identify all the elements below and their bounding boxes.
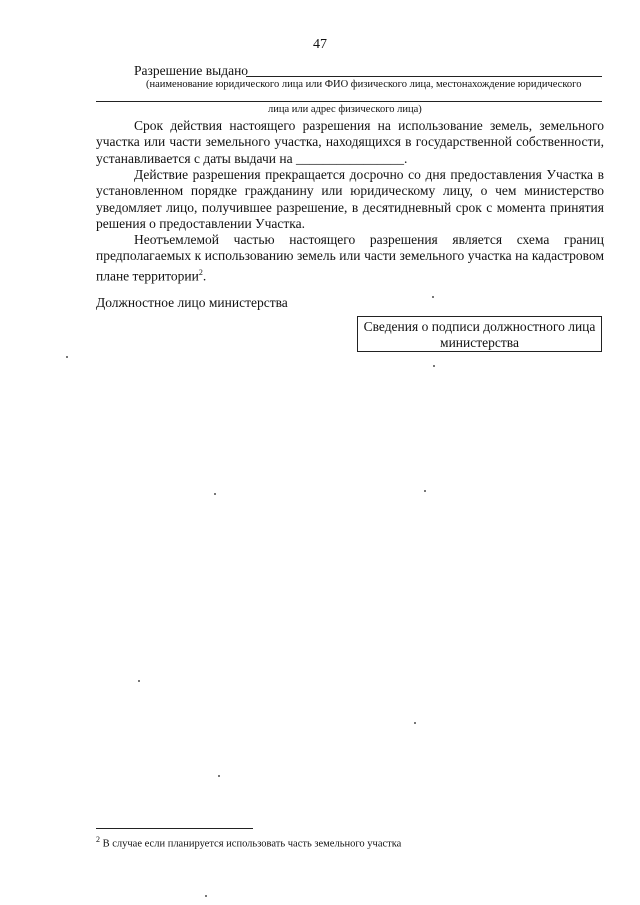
integral-paragraph: Неотъемлемой частью настоящего разрешения является схема границ предполагаемых к использованию земель или части земельного участка на кадастровом плане территории$^2$. bbox=[96, 232, 604, 284]
scan-speck bbox=[414, 722, 416, 724]
issued-caption-2: лица или адрес физического лица) bbox=[268, 104, 422, 115]
footnote-separator bbox=[96, 828, 253, 829]
validity-blank: ________________ bbox=[295, 150, 404, 166]
issued-to-line bbox=[246, 76, 602, 77]
termination-text: Действие разрешения прекращается досрочно со дня предоставления Участка в установленном порядке гражданину или юридическому лицу, о чем министерство уведомляет лицо, получившее разрешение, в десятидневный срок с момента принятия решения о предоставлении Участка. bbox=[96, 167, 604, 232]
footnote-text: В случае если планируется использовать часть земельного участка bbox=[100, 838, 402, 850]
page-number: 47 bbox=[313, 37, 327, 52]
issued-second-line bbox=[96, 101, 602, 102]
scan-speck bbox=[424, 490, 426, 492]
scan-speck bbox=[218, 775, 220, 777]
termination-paragraph bbox=[96, 167, 604, 233]
scan-speck bbox=[432, 296, 434, 298]
scan-speck bbox=[205, 895, 207, 897]
validity-text: Срок действия настоящего разрешения на использование земель, земельного участка или части земельного участка, находящихся в государственной собственности, устанавливается с даты выдачи на bbox=[96, 118, 604, 166]
issued-caption-1: (наименование юридического лица или ФИО физического лица, местонахождение юридического bbox=[146, 79, 582, 90]
issued-to-label: Разрешение выдано bbox=[134, 63, 249, 78]
official-label: Должностное лицо министерства bbox=[96, 295, 288, 310]
footnote-mark: 2 bbox=[96, 835, 100, 844]
scan-speck bbox=[214, 493, 216, 495]
signature-info-box: Сведения о подписи должностного лица министерства bbox=[357, 316, 602, 352]
footnote bbox=[96, 835, 401, 850]
validity-paragraph: Срок действия настоящего разрешения на использование земель, земельного участка или части земельного участка, находящихся в государственной собственности, устанавливается с даты выдачи на ________________. bbox=[96, 118, 604, 166]
footnote-ref: 2 bbox=[198, 267, 203, 277]
scan-speck bbox=[66, 356, 68, 358]
integral-text: Неотъемлемой частью настоящего разрешения является схема границ предполагаемых к использованию земель или части земельного участка на кадастровом плане территории bbox=[96, 232, 604, 284]
scan-speck bbox=[138, 680, 140, 682]
scan-speck bbox=[433, 365, 435, 367]
